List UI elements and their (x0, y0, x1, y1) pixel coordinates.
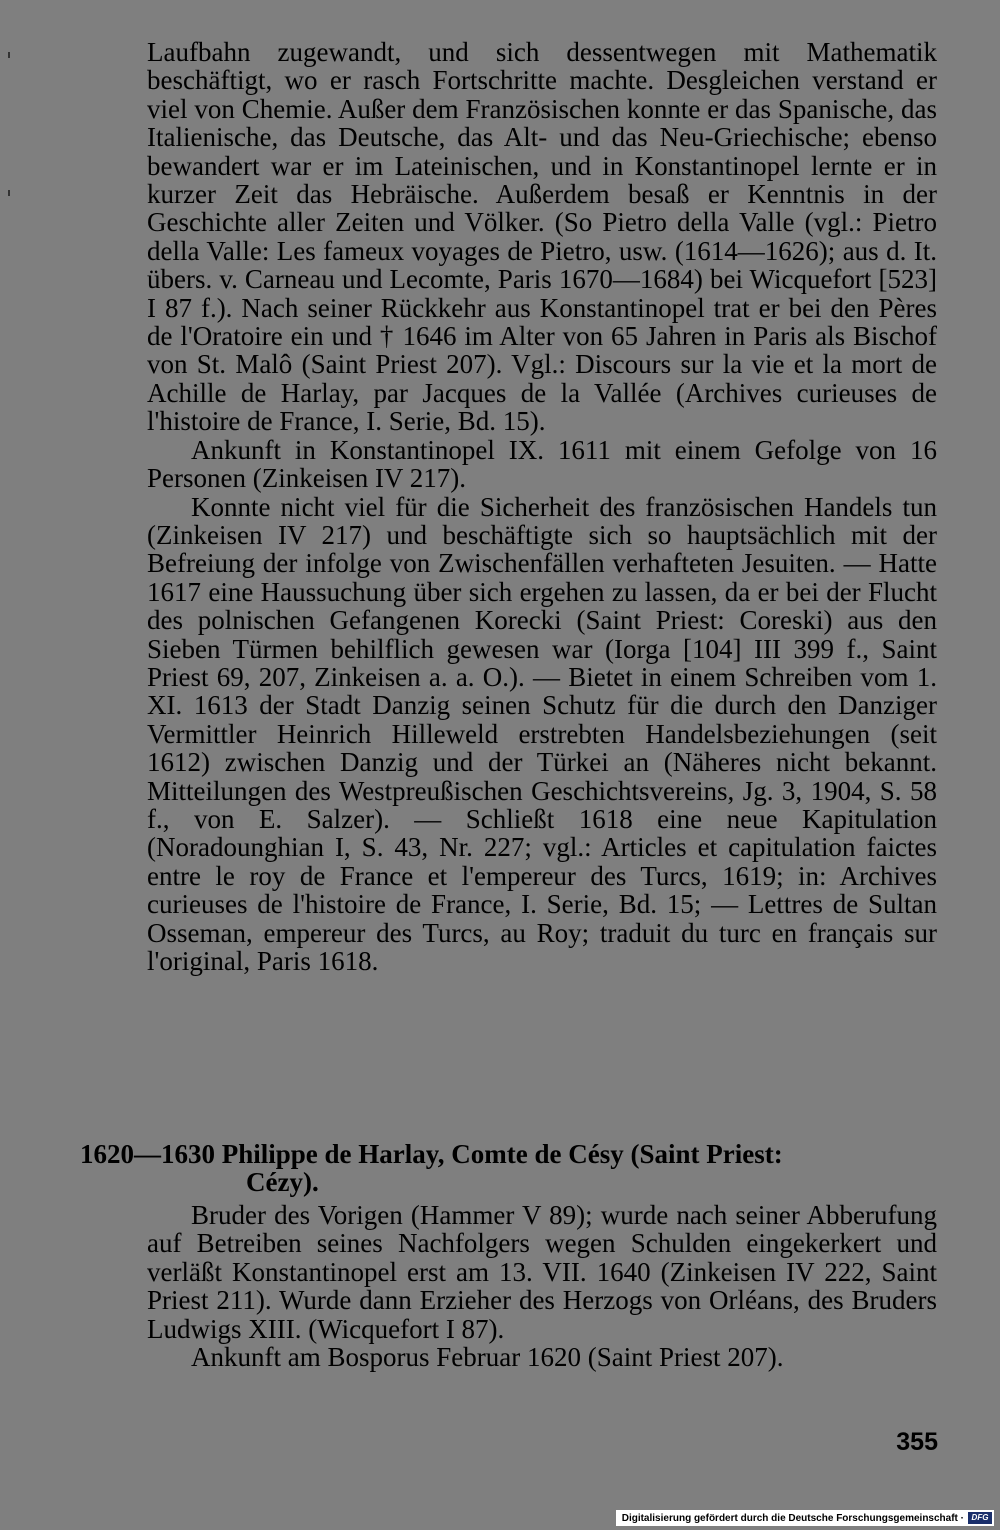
text-block-top (147, 38, 937, 975)
scan-edge-mark (8, 52, 10, 58)
page-number: 355 (896, 1428, 938, 1456)
paragraph: Ankunft am Bosporus Februar 1620 (Saint Priest 207). (191, 1342, 784, 1373)
text-block-bottom (147, 1201, 937, 1371)
dfg-logo-icon: DFG (968, 1512, 992, 1524)
entry-heading (80, 1140, 940, 1196)
paragraph: Laufbahn zugewandt, und sich dessentwegen mit Mathematik beschäftigt, wo er rasch Fortschritte machte. Desgleichen verstand er viel von Chemie. Außer dem Französischen konnte er das Spanische, das Italienische, das Deutsche, das Alt- und das Neu-Griechische; ebenso bewandert war er im Lateinischen, und in Konstantinopel lernte er in kurzer Zeit das Hebräische. Außerdem besaß er Kenntnis in der Geschichte aller Zeiten und Völker. (So Pietro della Valle (vgl.: Pietro della Valle: Les fameux voyages de Pietro, usw. (1614—1626); aus d. It. übers. v. Carneau und Lecomte, Paris 1670—1684) bei Wicquefort [523] I 87 f.). Nach seiner Rückkehr aus Konstantinopel trat er bei den Pères de l'Oratoire ein und † 1646 im Alter von 65 Jahren in Paris als Bischof von St. Malô (Saint Priest 207). Vgl.: Discours sur la vie et la mort de Achille de Harlay, par Jacques de la Vallée (Archives curieuses de l'histoire de France, I. Serie, Bd. 15). (147, 37, 937, 437)
paragraph: Ankunft in Konstantinopel IX. 1611 mit einem Gefolge von 16 Personen (Zinkeisen IV 217). (147, 434, 937, 494)
scan-edge-mark (8, 190, 10, 196)
entry-name-continued: Cézy). (246, 1167, 319, 1197)
paragraph: Konnte nicht viel für die Sicherheit des französischen Handels tun (Zinkeisen IV 217) und beschäftigte sich so hauptsächlich mit der Befreiung der infolge von Zwischenfällen verhafteten Jesuiten. — Hatte 1617 eine Haussuchung über sich ergehen zu lassen, da er bei der Flucht des polnischen Gefangenen Korecki (Saint Priest: Coreski) aus den Sieben Türmen behilflich gewesen war (Iorga [104] III 399 f., Saint Priest 69, 207, Zinkeisen a. a. O.). — Bietet in einem Schreiben vom 1. XI. 1613 der Stadt Danzig seinen Schutz für die durch den Danziger Vermittler Heinrich Hilleweld erstrebten Handelsbeziehungen (seit 1612) zwischen Danzig und der Türkei an (Näheres nicht bekannt. Mitteilungen des Westpreußischen Geschichtsvereins, Jg. 3, 1904, S. 58 f., von E. Salzer). — Schließt 1618 eine neue Kapitulation (Noradounghian I, S. 43, Nr. 227; vgl.: Articles et capitulation faictes entre le roy de France et l'empereur des Turcs, 1619; in: Archives curieuses de l'histoire de France, I. Serie, Bd. 15; — Lettres de Sultan Osseman, empereur des Turcs, au Roy; traduit du turc en français sur l'original, Paris 1618. (147, 491, 937, 976)
entry-name: Philippe de Harlay, Comte de Césy (Saint Priest: (221, 1139, 783, 1169)
digitization-footer (616, 1510, 994, 1526)
footer-text: Digitalisierung gefördert durch die Deutsche Forschungsgemeinschaft · (621, 1512, 964, 1524)
entry-years: 1620—1630 (80, 1139, 215, 1169)
paragraph: Bruder des Vorigen (Hammer V 89); wurde nach seiner Abberufung auf Betreiben seines Nachfolgers wegen Schulden eingekerkert und verläßt Konstantinopel erst am 13. VII. 1640 (Zinkeisen IV 222, Saint Priest 211). Wurde dann Erzieher des Herzogs von Orléans, des Bruders Ludwigs XIII. (Wicquefort I 87). (147, 1200, 937, 1344)
